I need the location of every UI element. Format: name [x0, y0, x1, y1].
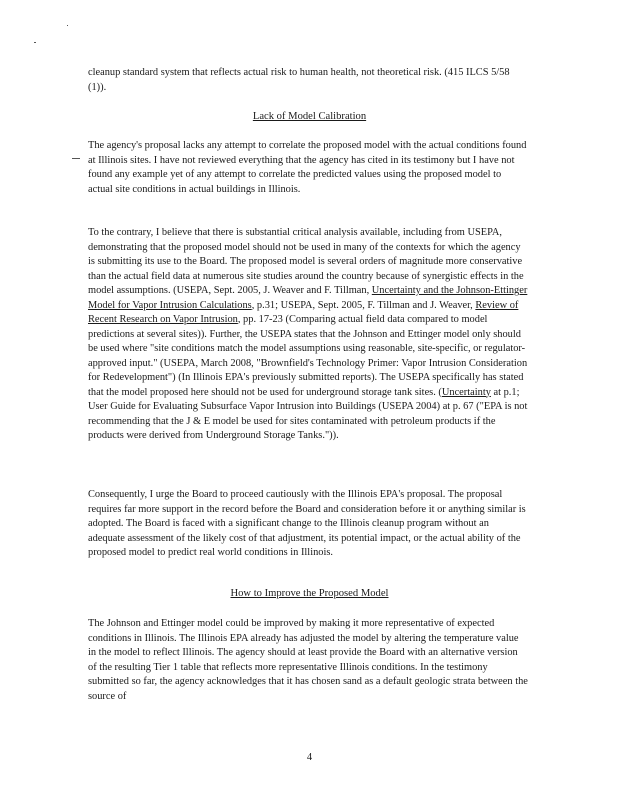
citation-review-title: Review of Recent Research on Vapor Intrusion — [88, 299, 519, 325]
p2-text-3: , pp. 17-23 (Comparing actual field data compared to model predictions at several sites)). Further, the USEPA states that the Johnson and Ettinger model only should be used where "site conditions match the model assumptions using reasonable, site-specific, or regulator-approved input." (USEPA, March 2008, "Brownfield's Technology Primer: Vapor Intrusion Consideration for Redevelopment") (In Illinois EPA's previously submitted reports). The USEPA specifically has stated that the model proposed here should not be used for underground storage tank sites. ( — [88, 314, 528, 398]
heading-calibration-text: Lack of Model Calibration — [252, 111, 367, 122]
citation-uncertainty-title: Uncertainty and the Johnson-Ettinger Model for Vapor Intrusion Calculations — [88, 285, 528, 311]
paragraph-calibration: The agency's proposal lacks any attempt to correlate the proposed model with the actual conditions found at Illinois sites. I have not reviewed everything that the agency has cited in its testimony but I have not found any example yet of any attempt to correlate the predicted values using the proposed model to actual site conditions in actual buildings in Illinois. — [88, 140, 527, 195]
intro-paragraph: cleanup standard system that reflects actual risk to human health, not theoretical risk. (415 ILCS 5/58 (1)). — [88, 67, 510, 93]
p2-text-1: To the contrary, I believe that there is substantial critical analysis available, including from USEPA, demonstrating that the proposed model should not be used in many of the contexts for which the agency is submitting its use to the Board. The proposed model is several orders of magnitude more conservative than the actual field data at numerous site studies around the country because of synergistic effects in the model assumptions. (USEPA, Sept. 2005, J. Weaver and F. Tillman, — [88, 227, 524, 296]
heading-improve-text: How to Improve the Proposed Model — [230, 588, 389, 599]
scan-speck — [67, 25, 68, 26]
scan-speck — [34, 42, 36, 43]
paragraph-improve-model: The Johnson and Ettinger model could be improved by making it more representative of expected conditions in Illinois. The Illinois EPA already has adjusted the model by altering the temperature value in the model to reflect Illinois. The agency should at least provide the Board with an alternative version of the resulting Tier 1 table that reflects more representative Illinois conditions. In the testimony submitted so far, the agency acknowledges that it has chosen sand as a default geologic strata between the source of — [88, 618, 528, 702]
scan-speck — [72, 158, 80, 159]
heading-lack-of-model-calibration — [0, 110, 619, 124]
p2-text-4: at p.1; User Guide for Evaluating Subsurface Vapor Intrusion into Buildings (USEPA 2004) at p. 67 ("EPA is not recommending that the J & E model be used for sites contaminated with petroleum products if the products were derived from Underground Storage Tanks.")). — [88, 386, 528, 441]
citation-uncertainty-short: Uncertainty — [441, 386, 491, 398]
paragraph-critical-analysis — [88, 226, 528, 444]
page-number: 4 — [306, 752, 313, 763]
heading-how-to-improve — [0, 587, 619, 601]
p2-text-2: , p.31; USEPA, Sept. 2005, F. Tillman and J. Weaver, — [251, 299, 476, 311]
paragraph-consequently: Consequently, I urge the Board to proceed cautiously with the Illinois EPA's proposal. The proposal requires far more support in the record before the Board and consideration before it or anything similar is adopted. The Board is faced with a significant change to the Illinois cleanup program without an adequate assessment of the likely cost of that adjustment, its potential impact, or the actual ability of the proposed model to predict real world conditions in Illinois. — [88, 489, 526, 558]
